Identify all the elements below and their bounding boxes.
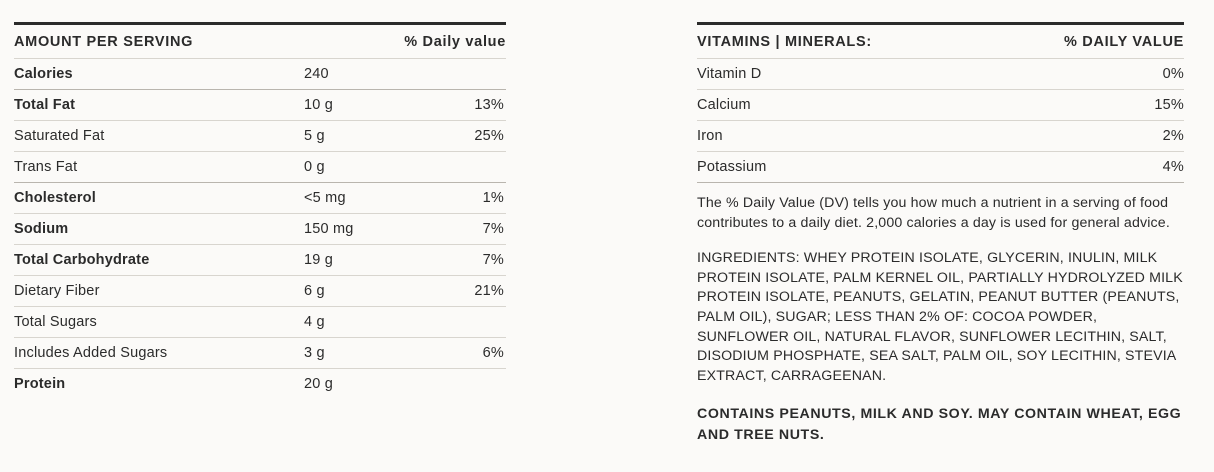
daily-value-label: % Daily value bbox=[404, 34, 506, 50]
nutrient-amount: 3 g bbox=[304, 345, 325, 361]
mineral-name: Vitamin D bbox=[697, 66, 762, 82]
nutrient-name: Saturated Fat bbox=[14, 128, 105, 144]
mineral-name: Iron bbox=[697, 128, 723, 144]
nutrient-daily-value: 7% bbox=[482, 221, 504, 237]
nutrient-amount: 150 mg bbox=[304, 221, 354, 237]
nutrient-name: Calories bbox=[14, 66, 73, 82]
mineral-name: Potassium bbox=[697, 159, 767, 175]
mineral-daily-value: 2% bbox=[1162, 128, 1184, 144]
amount-per-serving-label: AMOUNT PER SERVING bbox=[14, 34, 194, 50]
nutrient-amount: 0 g bbox=[304, 159, 325, 175]
nutrient-amount: <5 mg bbox=[304, 190, 346, 206]
nutrient-daily-value: 21% bbox=[474, 283, 504, 299]
vitamins-minerals-label: VITAMINS | MINERALS: bbox=[697, 34, 872, 50]
row-divider bbox=[697, 182, 1184, 183]
nutrient-row-saturated-fat bbox=[14, 121, 506, 151]
nutrient-daily-value: 25% bbox=[474, 128, 504, 144]
nutrient-amount: 5 g bbox=[304, 128, 325, 144]
amount-per-serving-header bbox=[14, 25, 506, 58]
nutrient-row-dietary-fiber bbox=[14, 276, 506, 306]
mineral-name: Calcium bbox=[697, 97, 751, 113]
nutrient-row-added-sugars bbox=[14, 338, 506, 368]
nutrient-row-trans-fat bbox=[14, 152, 506, 182]
nutrient-name: Dietary Fiber bbox=[14, 283, 100, 299]
nutrient-name: Total Fat bbox=[14, 97, 76, 113]
nutrient-row-sodium bbox=[14, 214, 506, 244]
nutrient-name: Trans Fat bbox=[14, 159, 78, 175]
nutrient-daily-value: 6% bbox=[482, 345, 504, 361]
nutrient-amount: 240 bbox=[304, 66, 329, 82]
nutrient-name: Protein bbox=[14, 376, 66, 392]
nutrient-amount: 20 g bbox=[304, 376, 334, 392]
nutrient-row-total-fat bbox=[14, 90, 506, 120]
daily-value-label: % DAILY VALUE bbox=[1063, 34, 1184, 50]
mineral-row-calcium bbox=[697, 90, 1184, 120]
vitamins-minerals-panel bbox=[697, 22, 1184, 446]
nutrient-amount: 19 g bbox=[304, 252, 334, 268]
allergen-statement: CONTAINS PEANUTS, MILK AND SOY. MAY CONTAIN WHEAT, EGG AND TREE NUTS. bbox=[697, 406, 1182, 443]
nutrient-row-calories bbox=[14, 59, 506, 89]
nutrient-name: Sodium bbox=[14, 221, 69, 237]
mineral-row-vitamin-d bbox=[697, 59, 1184, 89]
nutrient-daily-value: 13% bbox=[474, 97, 504, 113]
mineral-daily-value: 0% bbox=[1162, 66, 1184, 82]
nutrient-row-total-sugars bbox=[14, 307, 506, 337]
mineral-row-iron bbox=[697, 121, 1184, 151]
nutrient-name: Cholesterol bbox=[14, 190, 96, 206]
nutrition-facts-panel bbox=[14, 22, 506, 399]
nutrient-amount: 6 g bbox=[304, 283, 325, 299]
nutrient-daily-value: 1% bbox=[482, 190, 504, 206]
mineral-daily-value: 4% bbox=[1162, 159, 1184, 175]
nutrient-row-total-carbohydrate bbox=[14, 245, 506, 275]
ingredients-text: INGREDIENTS: WHEY PROTEIN ISOLATE, GLYCERIN, INULIN, MILK PROTEIN ISOLATE, PALM KERNEL OIL, PARTIALLY HYDROLYZED MILK PROTEIN ISOLATE, PEANUTS, GELATIN, PEANUT BUTTER (PEANUTS, PALM OIL), SUGAR; LESS THAN 2% OF: COCOA POWDER, SUNFLOWER OIL, NATURAL FLAVOR, SUNFLOWER LECITHIN, SALT, DISODIUM PHOSPHATE, SEA SALT, PALM OIL, SOY LECITHIN, STEVIA EXTRACT, CARRAGEENAN. bbox=[697, 250, 1183, 384]
nutrient-name: Includes Added Sugars bbox=[14, 345, 168, 361]
nutrient-amount: 10 g bbox=[304, 97, 334, 113]
vitamins-minerals-header bbox=[697, 25, 1184, 58]
mineral-row-potassium bbox=[697, 152, 1184, 182]
nutrient-name: Total Sugars bbox=[14, 314, 97, 330]
nutrient-amount: 4 g bbox=[304, 314, 325, 330]
nutrient-row-cholesterol bbox=[14, 183, 506, 213]
nutrient-daily-value: 7% bbox=[482, 252, 504, 268]
nutrient-row-protein bbox=[14, 369, 506, 399]
nutrient-name: Total Carbohydrate bbox=[14, 252, 150, 268]
daily-value-footnote: The % Daily Value (DV) tells you how much a nutrient in a serving of food contributes to a daily diet. 2,000 calories a day is used for general advice. bbox=[697, 195, 1170, 231]
mineral-daily-value: 15% bbox=[1154, 97, 1184, 113]
